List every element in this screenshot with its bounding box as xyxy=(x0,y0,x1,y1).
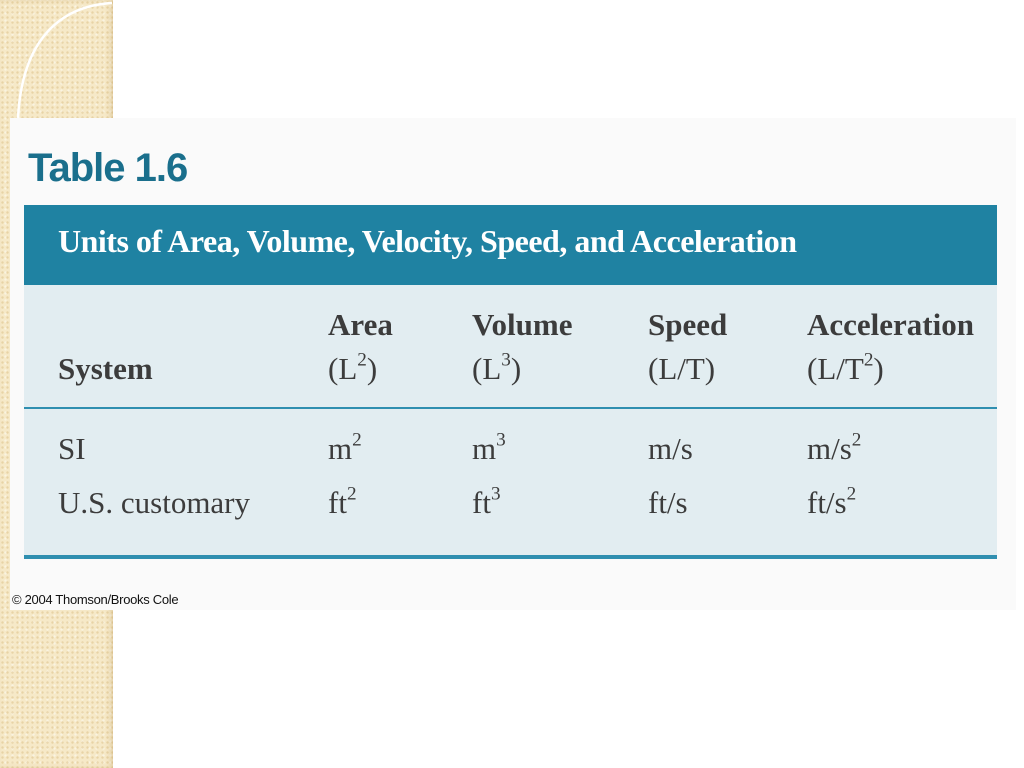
units-table xyxy=(24,285,997,559)
header-system: System xyxy=(58,351,153,386)
row-us-area: $ft^2$ xyxy=(328,483,357,520)
row-si-system: SI xyxy=(58,431,86,466)
decorative-arc xyxy=(0,0,130,130)
table-bottom-rule xyxy=(24,555,997,559)
table-figure xyxy=(10,118,1016,610)
row-si-acceleration: $m/s^2$ xyxy=(807,429,862,466)
header-area: Area xyxy=(328,307,393,342)
header-acceleration: Acceleration xyxy=(807,307,974,342)
table-number: Table 1.6 xyxy=(28,146,188,190)
row-us-speed: ft/s xyxy=(648,485,688,520)
row-us-volume: $ft^3$ xyxy=(472,483,501,520)
header-speed-dimension: (L/T) xyxy=(648,351,716,386)
header-area-dimension: $(L^2)$ xyxy=(328,349,378,386)
header-divider xyxy=(24,407,997,409)
header-volume: Volume xyxy=(472,307,573,342)
row-si-volume: $m^3$ xyxy=(472,429,506,466)
row-si-area: $m^2$ xyxy=(328,429,362,466)
header-volume-dimension: $(L^3)$ xyxy=(472,349,522,386)
header-acceleration-dimension: $(L/T^2)$ xyxy=(807,349,884,386)
row-us-acceleration: $ft/s^2$ xyxy=(807,483,857,520)
table-title: Units of Area, Volume, Velocity, Speed, and Acceleration xyxy=(58,223,797,259)
row-si-speed: m/s xyxy=(648,431,693,466)
copyright-notice: © 2004 Thomson/Brooks Cole xyxy=(12,592,179,607)
table-title-bar xyxy=(24,205,997,285)
header-speed: Speed xyxy=(648,307,728,342)
row-us-system: U.S. customary xyxy=(58,485,251,520)
